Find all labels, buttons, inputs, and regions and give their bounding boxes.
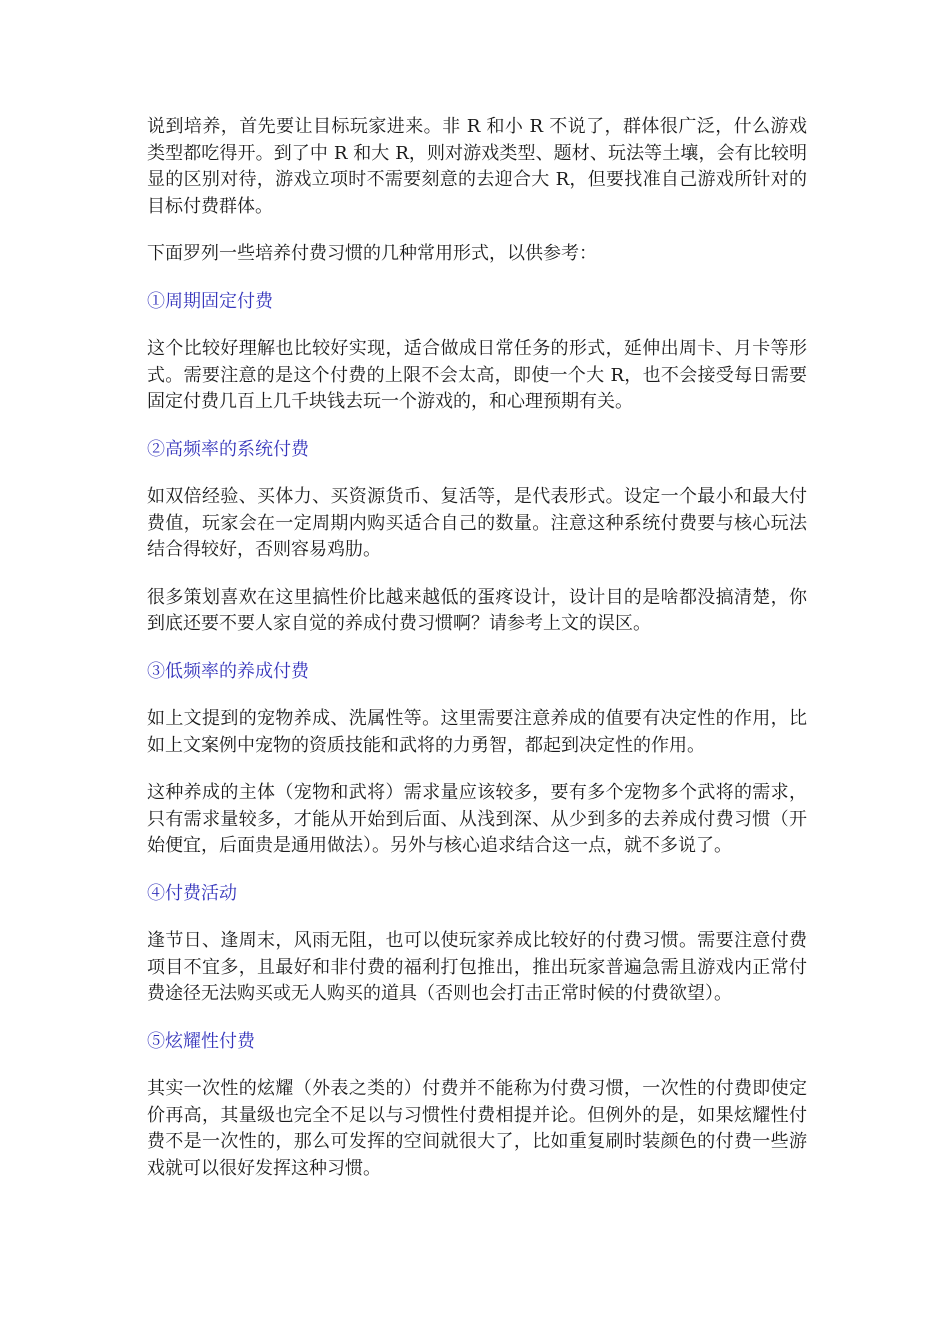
paragraph-section-1: 这个比较好理解也比较好实现，适合做成日常任务的形式，延伸出周卡、月卡等形式。需要注意的是这个付费的上限不会太高，即使一个大 R，也不会接受每日需要固定付费几百上几千块钱去玩一个游戏的，和心理预期有关。 bbox=[147, 338, 807, 412]
section-heading-3: ③低频率的养成付费 bbox=[147, 660, 309, 682]
document-body bbox=[147, 114, 807, 1203]
section-heading-4: ④付费活动 bbox=[147, 882, 237, 904]
paragraph-section-3a: 如上文提到的宠物养成、洗属性等。这里需要注意养成的值要有决定性的作用，比如上文案例中宠物的资质技能和武将的力勇智，都起到决定性的作用。 bbox=[147, 708, 807, 756]
paragraph-section-5: 其实一次性的炫耀（外表之类的）付费并不能称为付费习惯，一次性的付费即使定价再高，其量级也完全不足以与习惯性付费相提并论。但例外的是，如果炫耀性付费不是一次性的，那么可发挥的空间就很大了，比如重复刷时装颜色的付费一些游戏就可以很好发挥这种习惯。 bbox=[147, 1078, 807, 1179]
paragraph-list-intro: 下面罗列一些培养付费习惯的几种常用形式，以供参考： bbox=[147, 243, 597, 264]
paragraph-section-2a: 如双倍经验、买体力、买资源货币、复活等，是代表形式。设定一个最小和最大付费值，玩家会在一定周期内购买适合自己的数量。注意这种系统付费要与核心玩法结合得较好，否则容易鸡肋。 bbox=[147, 486, 807, 560]
paragraph-intro: 说到培养，首先要让目标玩家进来。非 R 和小 R 不说了，群体很广泛，什么游戏类型都吃得开。到了中 R 和大 R，则对游戏类型、题材、玩法等土壤，会有比较明显的区别对待，游戏立项时不需要刻意的去迎合大 R，但要找准自己游戏所针对的目标付费群体。 bbox=[147, 116, 807, 217]
section-heading-2: ②高频率的系统付费 bbox=[147, 438, 309, 460]
paragraph-section-2b: 很多策划喜欢在这里搞性价比越来越低的蛋疼设计，设计目的是啥都没搞清楚，你到底还要不要人家自觉的养成付费习惯啊？请参考上文的误区。 bbox=[147, 586, 807, 634]
paragraph-section-3b: 这种养成的主体（宠物和武将）需求量应该较多，要有多个宠物多个武将的需求，只有需求量较多，才能从开始到后面、从浅到深、从少到多的去养成付费习惯（开始便宜，后面贵是通用做法）。另外与核心追求结合这一点，就不多说了。 bbox=[147, 782, 807, 856]
paragraph-section-4: 逢节日、逢周末，风雨无阻，也可以使玩家养成比较好的付费习惯。需要注意付费项目不宜多，且最好和非付费的福利打包推出，推出玩家普遍急需且游戏内正常付费途径无法购买或无人购买的道具（否则也会打击正常时候的付费欲望）。 bbox=[147, 930, 807, 1004]
section-heading-5: ⑤炫耀性付费 bbox=[147, 1030, 255, 1052]
section-heading-1: ①周期固定付费 bbox=[147, 290, 273, 312]
